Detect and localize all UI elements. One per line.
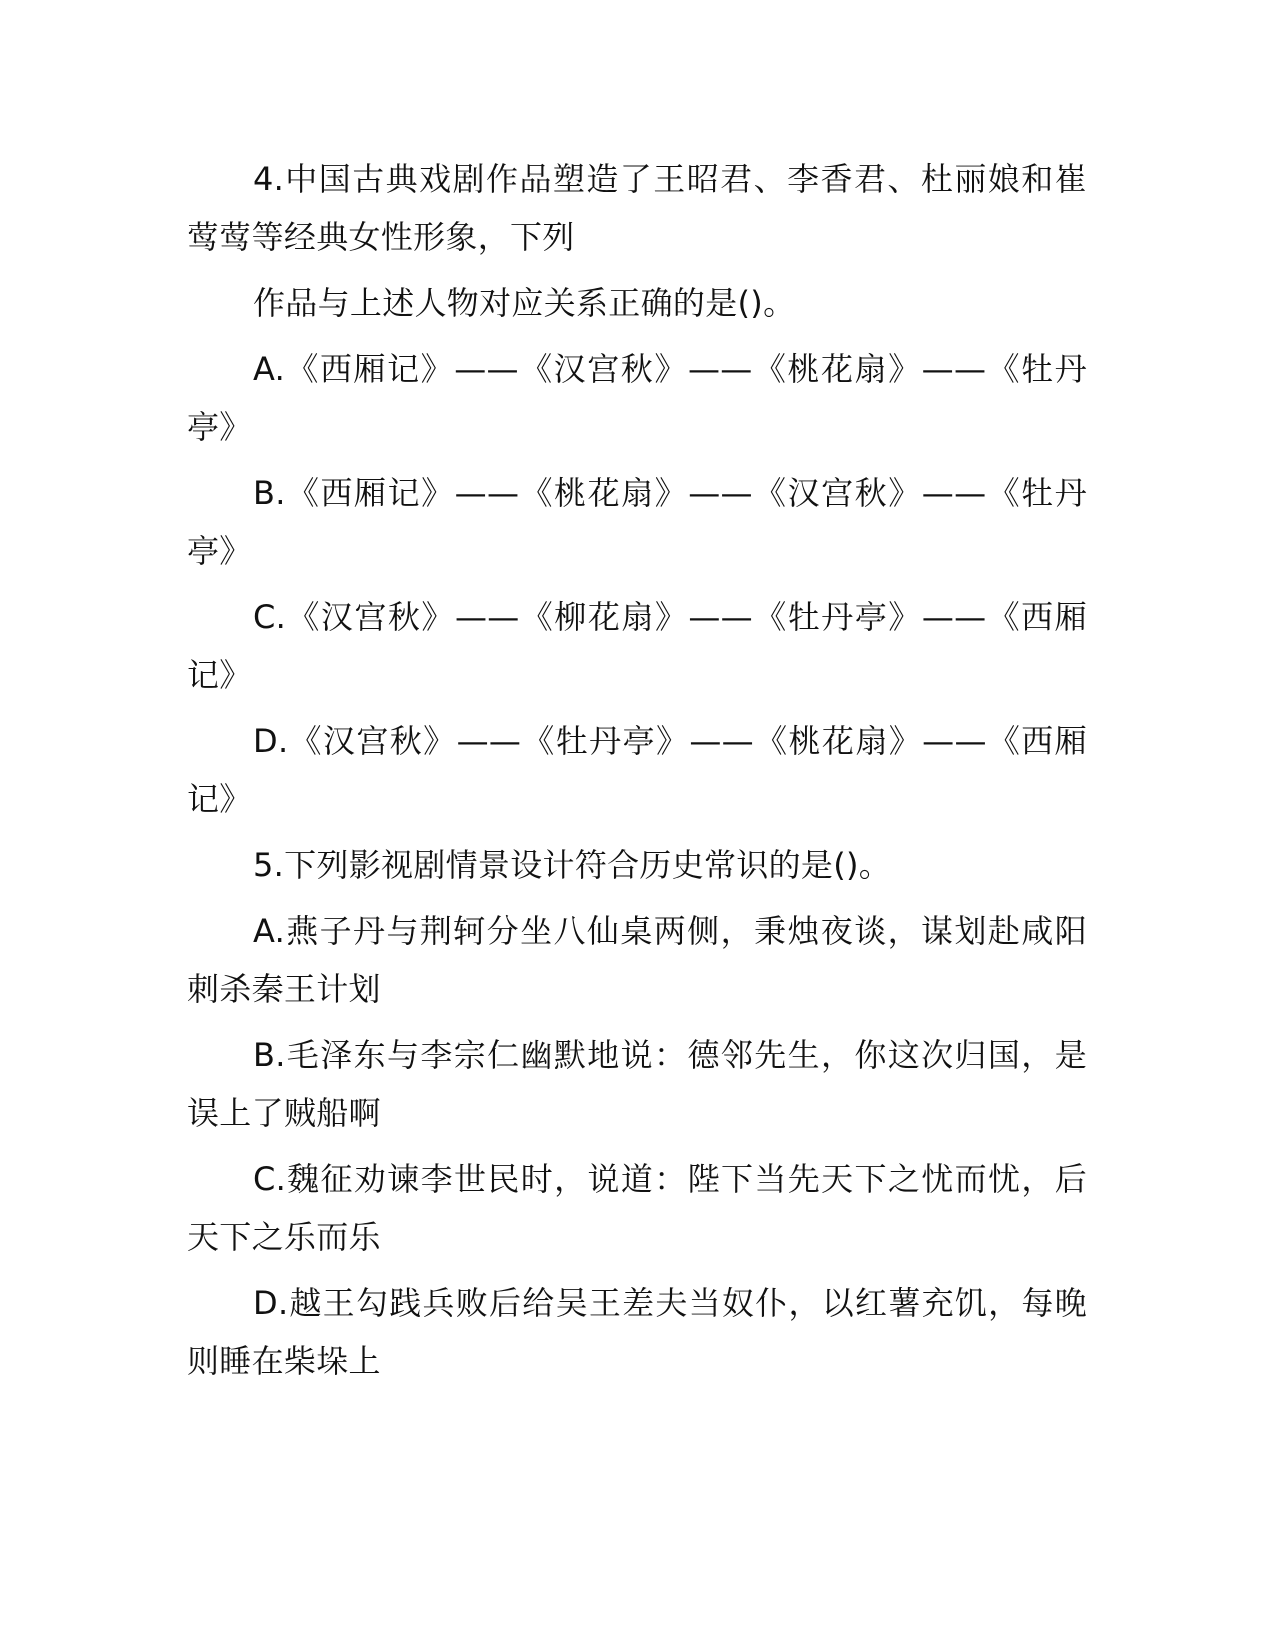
question-4-stem-line1: 4.中国古典戏剧作品塑造了王昭君、李香君、杜丽娘和崔莺莺等经典女性形象，下列 bbox=[187, 160, 1087, 256]
question-4-option-b: B.《西厢记》——《桃花扇》——《汉宫秋》——《牡丹亭》 bbox=[187, 474, 1087, 570]
question-4-option-c: C.《汉宫秋》——《柳花扇》——《牡丹亭》——《西厢记》 bbox=[187, 598, 1087, 694]
question-4-option-a: A.《西厢记》——《汉宫秋》——《桃花扇》——《牡丹亭》 bbox=[187, 350, 1087, 446]
question-5-option-a: A.燕子丹与荆轲分坐八仙桌两侧，秉烛夜谈，谋划赴咸阳刺杀秦王计划 bbox=[187, 912, 1087, 1008]
question-5-option-c: C.魏征劝谏李世民时，说道：陛下当先天下之忧而忧，后天下之乐而乐 bbox=[187, 1160, 1087, 1256]
question-5-option-d: D.越王勾践兵败后给吴王差夫当奴仆，以红薯充饥，每晚则睡在柴垛上 bbox=[187, 1284, 1087, 1380]
question-4-stem-line2: 作品与上述人物对应关系正确的是()。 bbox=[253, 284, 796, 322]
question-5-option-b: B.毛泽东与李宗仁幽默地说：德邻先生，你这次归国，是误上了贼船啊 bbox=[187, 1036, 1087, 1132]
question-4-option-d: D.《汉宫秋》——《牡丹亭》——《桃花扇》——《西厢记》 bbox=[187, 722, 1087, 818]
document-body bbox=[187, 150, 1087, 1398]
question-5-stem: 5.下列影视剧情景设计符合历史常识的是()。 bbox=[253, 846, 892, 884]
